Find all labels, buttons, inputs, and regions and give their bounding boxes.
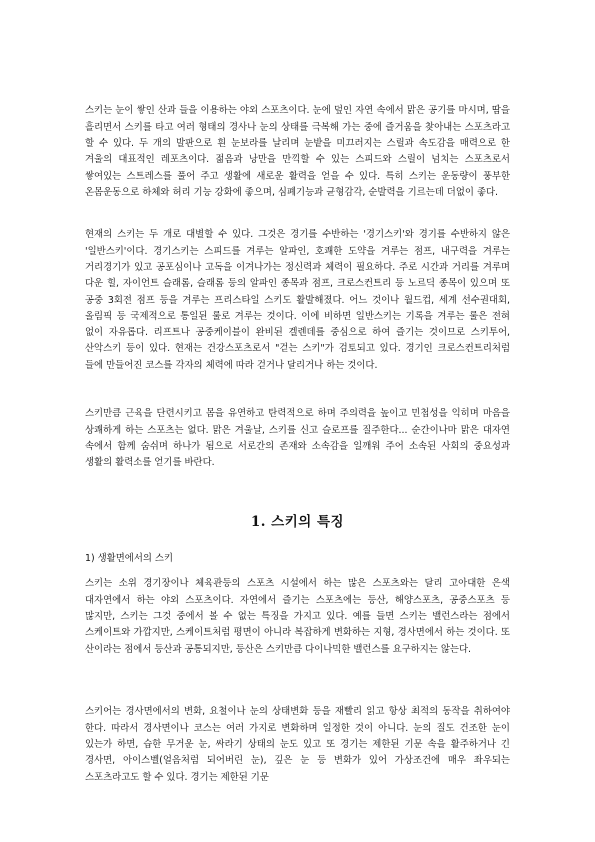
section-title: 1. 스키의 특징	[250, 514, 345, 530]
intro-paragraph-2: 현재의 스키는 두 개로 대별할 수 있다. 그것은 경기를 수반하는 '경기스키'와 경기를 수반하지 않은 '일반스키'이다. 경기스키는 스피드를 겨루는 알파인, 호쾌한 도약을 겨루는 점프, 내구력을 겨루는 거리경기가 있고 공포심이나 고독을 이겨나가는 정신력과 체력이 필요하다. 주로 시간과 거리를 겨루며 다운 힐, 자이언트 슬래롬, 슬래롬 등의 알파인 종목과 점프, 크로스컨트리 등 노르딕 종목이 있으며 또 공중 3회전 점프 등을 겨루는 프리스타일 스키도 활발해졌다. 어느 것이나 월드컵, 세계 선수권대회, 올림픽 등 국제적으로 통일된 룰로 겨루는 것이다. 이에 비하면 일반스키는 기록을 겨루는 룰은 전혀 없이 자유롭다. 리프트나 공중케이블이 완비된 겔렌데를 중심으로 하여 즐기는 것이므로 스키투어, 산악스키 등이 있다. 현재는 건강스포츠로서 "걷는 스키"가 검토되고 있다. 경기인 크로스컨트리처럼 들에 만들어진 코스를 각자의 체력에 따라 걷거나 달리거나 하는 것이다.	[85, 229, 510, 371]
section-paragraph-1: 스키는 소위 경기장이나 체육관등의 스포츠 시설에서 하는 많은 스포츠와는 달리 고아대한 은색 대자연에서 하는 야외 스포츠이다. 자연에서 즐기는 스포츠에는 등산, 해양스포츠, 공중스포츠 등 많지만, 스키는 그것 중에서 볼 수 없는 특징을 가지고 있다. 예를 들면 스키는 밸런스라는 점에서 스케이트와 가깝지만, 스케이트처럼 평면이 아니라 복잡하게 변화하는 지형, 경사면에서 하는 것이다. 또 산이라는 점에서 등산과 공통되지만, 등산은 스키만큼 다이나믹한 밸런스를 요구하지는 않는다.	[85, 578, 510, 655]
intro-paragraph-1: 스키는 눈이 쌓인 산과 들을 이용하는 야외 스포츠이다. 눈에 덮인 자연 속에서 맑은 공기를 마시며, 땀을 흘리면서 스키를 타고 여러 형태의 경사나 눈의 상태를 극복해 가는 중에 즐거움을 찾아내는 스포츠라고 할 수 있다. 두 개의 발판으로 흰 눈보라를 날리며 눈밭을 미끄러지는 스릴과 속도감을 매력으로 한 겨울의 대표적인 레포츠이다. 젊음과 낭만을 만끽할 수 있는 스피드와 스릴이 넘치는 스포츠로서 쌓여있는 스트레스를 풀어 주고 생활에 새로운 활력을 얻을 수 있다. 특히 스키는 운동량이 풍부한 온몸운동으로 하체와 허리 기능 강화에 좋으며, 심폐기능과 균형감각, 순발력을 기르는데 더없이 좋다.	[85, 105, 510, 198]
intro-paragraph-3: 스키만큼 근육을 단련시키고 몸을 유연하고 탄력적으로 하며 주의력을 높이고 민첩성을 익히며 마음을 상쾌하게 하는 스포츠는 없다. 맑은 겨울날, 스키를 신고 슬로프를 질주한다... 순간이나마 맑은 대자연 속에서 함께 숨쉬며 하나가 됨으로 서로간의 존재와 소속감을 일깨워 주어 소속된 사회의 중요성과 생활의 활력소를 얻기를 바란다.	[85, 408, 510, 469]
subsection-heading: 1) 생활면에서의 스키	[85, 553, 174, 564]
section-paragraph-2: 스키어는 경사면에서의 변화, 요철이나 눈의 상태변화 등을 재빨리 읽고 항상 최적의 동작을 취하여야 한다. 따라서 경사면이나 코스는 여러 가지로 변화하며 일정한 것이 아니다. 눈의 질도 건조한 눈이 있는가 하면, 습한 무거운 눈, 싸라기 상태의 눈도 있고 또 경기는 제한된 기문 속을 활주하거나 긴 경사면, 아이스벨(얼음처럼 되어버린 눈), 깊은 눈 등 변화가 있어 가상조건에 매우 좌우되는 스포츠라고도 할 수 있다. 경기는 제한된 기문	[85, 706, 510, 783]
